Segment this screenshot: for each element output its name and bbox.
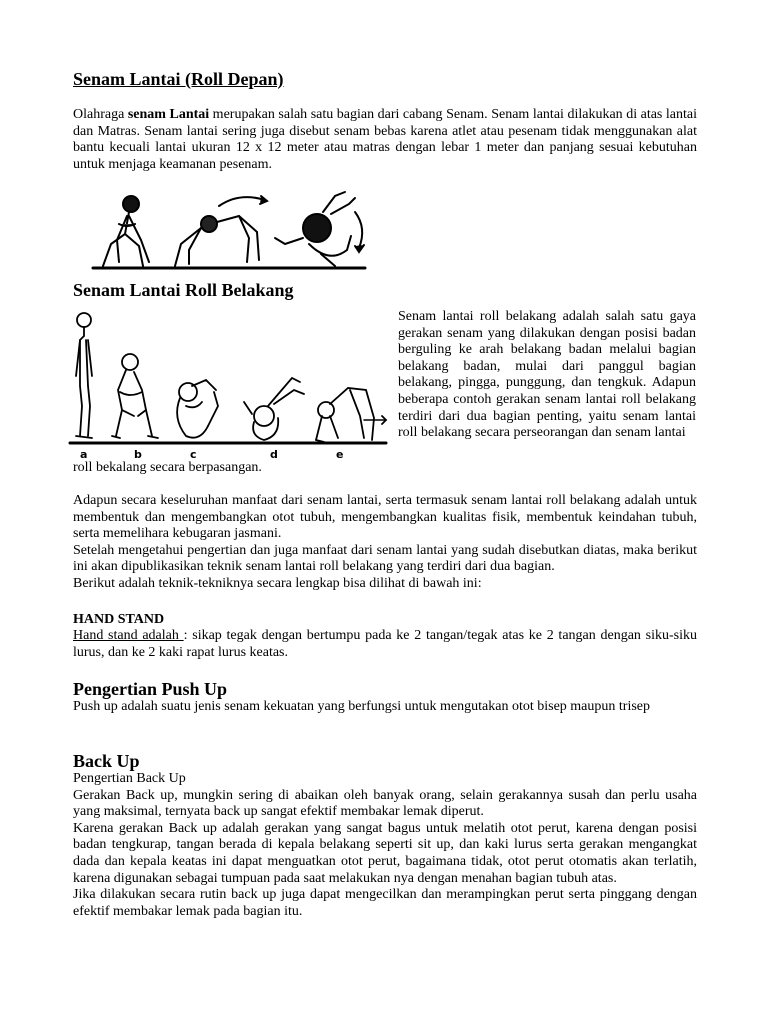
benefits-paragraph: Adapun secara keseluruhan manfaat dari senam lantai, serta termasuk senam lantai roll belakang adalah untuk membentuk dan mengembangkan otot tubuh, mengembangkan kualitas fisik, membentuk keindahan tubuh, serta memelihara kebugaran jasmani. — [73, 493, 697, 542]
roll-belakang-tail: roll bekalang secara berpasangan. — [73, 460, 262, 475]
back-up-subtitle: Pengertian Back Up — [73, 771, 186, 786]
hand-stand-title: HAND STAND — [73, 612, 165, 627]
figure-label-d: d — [270, 448, 278, 461]
figure-label-c: c — [190, 448, 197, 461]
title-push-up: Pengertian Push Up — [73, 679, 228, 699]
hand-stand-text: : sikap tegak dengan bertumpu pada ke 2 tangan/tegak atas ke 2 tangan dengan siku-siku lurus, dan ke 2 kaki rapat lurus keatas. — [73, 628, 697, 660]
title-back-up: Back Up — [73, 751, 140, 771]
title-roll-belakang: Senam Lantai Roll Belakang — [73, 280, 294, 300]
title-roll-depan: Senam Lantai (Roll Depan) — [73, 69, 284, 89]
intro-bold: senam Lantai — [127, 107, 210, 122]
intro-paragraph — [73, 107, 697, 173]
figure-label-e: e — [336, 448, 344, 461]
techniques-list-intro: Berikut adalah teknik-tekniknya secara lengkap bisa dilihat di bawah ini: — [73, 575, 482, 591]
back-up-paragraph-1: Gerakan Back up, mungkin sering di abaikan oleh banyak orang, selain gerakannya susah dan perlu usaha yang maksimal, ternyata back up sangat efektif membakar lemak diperut. — [73, 787, 697, 820]
hand-stand-definition — [73, 628, 697, 661]
figure-label-b: b — [134, 448, 142, 461]
benefits-section — [73, 493, 697, 593]
intro-lead: Olahraga — [73, 107, 128, 122]
back-up-section — [73, 771, 697, 920]
techniques-intro-paragraph: Setelah mengetahui pengertian dan juga manfaat dari senam lantai yang sudah disebutkan diatas, maka berikut ini akan dipublikasikan teknik senam lantai roll belakang yang terdiri dari dua bagian. — [73, 542, 697, 575]
hand-stand-term: Hand stand adalah — [73, 628, 184, 643]
back-up-paragraph-3: Jika dilakukan secara rutin back up juga dapat mengecilkan dan merampingkan perut serta pinggang dengan efektif membakar lemak pada bagian itu. — [73, 887, 697, 919]
push-up-definition: Push up adalah suatu jenis senam kekuatan yang berfungsi untuk mengutakan otot bisep maupun trisep — [73, 699, 650, 714]
figure-label-a: a — [80, 448, 88, 461]
backward-roll-illustration — [68, 306, 390, 464]
roll-belakang-description: Senam lantai roll belakang adalah salah satu gaya gerakan senam yang dilakukan dengan posisi badan berguling ke arah belakang badan melalui bagian belakang badan, mulai dari panggul bagian belakang, pingga, punggung, dan tengkuk. Adapun beberapa contoh gerakan senam lantai roll belakang terdiri dari dua bagian penting, yaitu senam lantai roll belakang secara perseorangan dan senam lantai — [398, 309, 696, 441]
back-up-paragraph-2: Karena gerakan Back up adalah gerakan yang sangat bagus untuk melatih otot perut, karena dengan posisi badan tengkurap, tangan berada di kepala belakang seperti sit up, dan kaki lurus serta gerakan mengangkat dada dan kepala keatas ini dapat menguatkan otot perut, bagaimana tidak, otot perut otomatis akan terlatih, karena digunakan sebagai tumpuan pada saat melakukan nya dengan menahan bagian tubuh atas. — [73, 820, 697, 886]
forward-roll-illustration — [89, 188, 369, 274]
intro-rest: merupakan salah satu bagian dari cabang Senam. Senam lantai dilakukan di atas lantai dan Matras. Senam lantai sering juga disebut senam bebas karena atlet atau pesenam tidak menggunakan alat bantu kecuali lantai ukuran 12 x 12 meter atau matras dengan lebar 1 meter dan panjang sesuai kebutuhan untuk menjaga keamanan pesenam. — [73, 107, 697, 172]
